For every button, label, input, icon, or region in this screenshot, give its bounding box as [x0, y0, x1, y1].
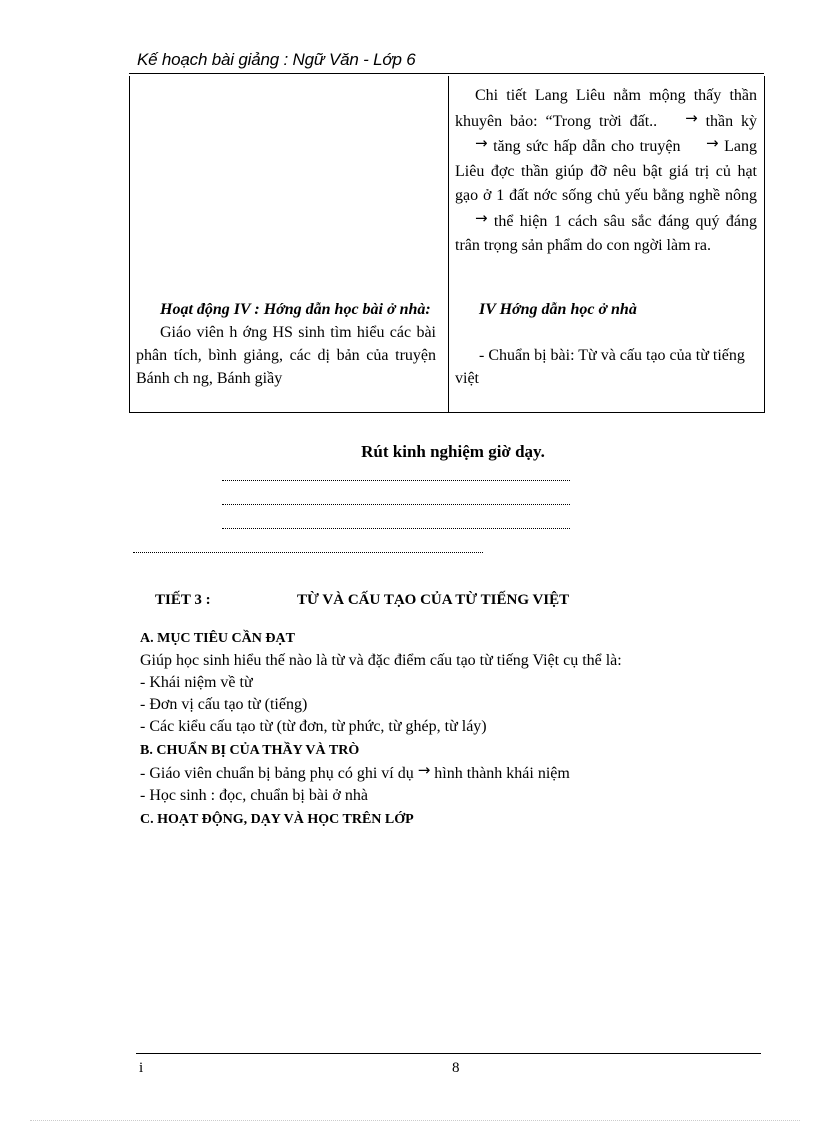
footer-rule — [136, 1053, 761, 1054]
document-header: Kế hoạch bài giảng : Ngữ Văn - Lớp 6 — [137, 50, 416, 69]
arrow-right-icon: → — [475, 134, 488, 152]
section-c-heading: C. HOẠT ĐỘNG, DẠY VÀ HỌC TRÊN LỚP — [140, 812, 414, 827]
arrow-right-icon: → — [685, 108, 698, 127]
dotted-line — [133, 552, 483, 553]
lesson-body — [140, 626, 770, 831]
left-activity-body: Giáo viên h ớng HS sinh tìm hiểu các bài phân tích, bình giảng, các dị bản của truyện Bánh ch ng, Bánh giầy — [136, 324, 436, 387]
dotted-line — [222, 528, 570, 529]
lesson-number: TIẾT 3 : — [155, 592, 211, 608]
left-activity-block — [136, 298, 436, 390]
left-activity-heading: Hoạt động IV : Hớng dẫn học bài ở nhà: — [160, 301, 431, 318]
objective-item: - Đơn vị cấu tạo từ (tiếng) — [140, 696, 308, 713]
right-paragraph-part4: Lang Liêu đợc thần giúp đỡ nêu bật giá trị củ hạt gạo ở 1 đất nớc sống chủ yếu bằng nghề nông — [455, 138, 757, 204]
footer-left-text: i — [139, 1060, 144, 1076]
objective-item: - Khái niệm về từ — [140, 674, 253, 691]
right-paragraph-part3: tăng sức hấp dẫn cho truyện — [493, 138, 681, 155]
arrow-right-icon: → — [475, 208, 488, 227]
page-edge-dots — [30, 1120, 800, 1121]
prep-item: - Học sinh : đọc, chuẩn bị bài ở nhà — [140, 787, 368, 804]
table-left-cell — [136, 76, 440, 410]
right-paragraph-part2: thần kỳ — [705, 112, 758, 130]
right-paragraph-part5: thể hiện 1 cách sâu sắc đáng quý đáng trân trọng sản phẩm do con ngời làm ra. — [455, 212, 758, 254]
objective-item: - Các kiểu cấu tạo từ (từ đơn, từ phức, từ ghép, từ láy) — [140, 718, 487, 735]
right-paragraph-part1: Chi tiết Lang Liêu nằm mộng thấy thần khuyên bảo: “Trong trời đất.. — [455, 87, 757, 130]
objectives-intro: Giúp học sinh hiểu thế nào là từ và đặc điểm cấu tạo từ tiếng Việt cụ thể là: — [140, 652, 622, 669]
prep-item — [140, 762, 770, 785]
arrow-right-icon: → — [417, 761, 431, 779]
table-divider — [448, 76, 449, 412]
dotted-line — [222, 504, 570, 505]
header-rule — [129, 73, 764, 74]
lesson-title: TỪ VÀ CẤU TẠO CỦA TỪ TIẾNG VIỆT — [297, 592, 570, 608]
prep-item-teacher-result: hình thành khái niệm — [434, 765, 570, 782]
section-b-heading: B. CHUẨN BỊ CỦA THẦY VÀ TRÒ — [140, 743, 360, 758]
prep-item-teacher: - Giáo viên chuẩn bị bảng phụ có ghi ví dụ — [140, 765, 414, 782]
page-number: 8 — [452, 1060, 460, 1076]
right-homework-heading: IV Hớng dẫn học ở nhà — [479, 301, 637, 318]
right-homework-cell — [455, 76, 757, 410]
arrow-right-icon: → — [706, 134, 719, 152]
section-a-heading: A. MỤC TIÊU CẦN ĐẠT — [140, 631, 295, 646]
right-homework-block — [455, 298, 757, 390]
dotted-line — [222, 480, 570, 481]
lesson-table — [129, 76, 765, 413]
right-homework-body: - Chuẩn bị bài: Từ và cấu tạo của từ tiếng việt — [455, 347, 745, 387]
experience-title: Rút kinh nghiệm giờ dạy. — [361, 442, 545, 461]
